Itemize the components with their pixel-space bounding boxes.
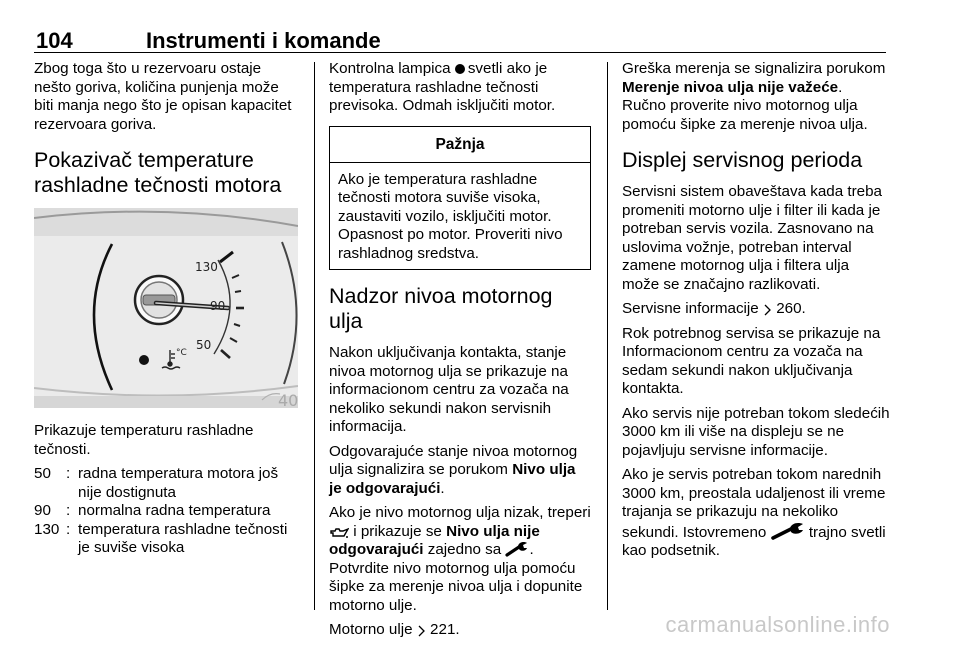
legend-row: 50 : radna temperatura motora još nije dostignuta bbox=[34, 465, 279, 501]
oil-paragraph-3: Ako je nivo motornog ulja nizak, treperi i prikazuje se Nivo ulja nije odgovarajući zajedno sa . Potvrdite nivo motornog ulja pomoću šipke za merenje nivoa ulja i dopunite motorno ulje. bbox=[329, 504, 591, 614]
caution-box bbox=[329, 126, 591, 271]
gauge-unit: °C bbox=[176, 348, 187, 358]
wrench-icon bbox=[771, 522, 805, 540]
gauge-label-130: 130 bbox=[195, 260, 218, 274]
column-divider bbox=[607, 62, 608, 610]
page-header bbox=[34, 26, 886, 53]
page-number: 104 bbox=[36, 28, 73, 53]
service-paragraph-2: Rok potrebnog servisa se prikazuje na Informacionom centru za vozača na sedam sekundi nakon uključivanja kontakta. bbox=[622, 324, 881, 397]
chapter-title: Instrumenti i komande bbox=[146, 28, 381, 53]
column-divider bbox=[314, 62, 315, 610]
section-heading-oil-level: Nadzor nivoa motornog ulja bbox=[329, 284, 553, 333]
column-middle bbox=[329, 60, 591, 646]
figure-caption: Prikazuje temperaturu rashladne tečnosti. bbox=[34, 422, 254, 458]
gauge-edge-number: 40 bbox=[278, 391, 298, 408]
caution-title: Pažnja bbox=[330, 127, 590, 163]
watermark: carmanualsonline.info bbox=[665, 612, 890, 637]
oil-can-icon bbox=[329, 527, 349, 539]
temperature-legend bbox=[34, 465, 298, 558]
service-reference: Servisne informacije 260. bbox=[622, 300, 806, 317]
error-paragraph: Greška merenja se signalizira porukom Merenje nivoa ulja nije važeće. Ručno proverite nivo motornog ulja pomoću šipke za merenje nivoa ulja. bbox=[622, 60, 886, 133]
section-heading-coolant: Pokazivač temperature rashladne tečnosti motora bbox=[34, 148, 282, 197]
gauge-label-50: 50 bbox=[196, 338, 212, 352]
service-paragraph-1: Servisni sistem obaveštava kada treba promeniti motorno ulje i filter ili kada je potreban servis vozila. Zasnovano na uslovima vožnje, potreban interval zamene motornog ulja i filtera ulja može se značajno razlikovati. bbox=[622, 183, 883, 293]
service-paragraph-4: Ako je servis potreban tokom narednih 3000 km, preostala udaljenost ili vreme trajanja se prikazuju na nekoliko sekundi. Istovremeno trajno svetli kao podsetnik. bbox=[622, 466, 886, 559]
oil-paragraph-1: Nakon uključivanja kontakta, stanje nivoa motornog ulja se prikazuje na informacionom centru za vozača na nekoliko sekundi nakon servisnih informacija. bbox=[329, 344, 569, 435]
caution-body: Ako je temperatura rashladne tečnosti motora suviše visoka, zaustaviti vozilo, isključiti motor. Opasnost po motor. Proveriti nivo rashladnog sredstva. bbox=[338, 170, 563, 262]
legend-row: 90 : normalna radna temperatura bbox=[34, 502, 271, 519]
service-paragraph-3: Ako servis nije potreban tokom sledećih 3000 km ili više na displeju se ne pojavljuju servisne informacije. bbox=[622, 404, 890, 459]
oil-paragraph-2: Odgovarajuće stanje nivoa motornog ulja signalizira se porukom Nivo ulja je odgovarajući. bbox=[329, 442, 578, 497]
column-right bbox=[622, 60, 890, 567]
oil-reference: Motorno ulje 221. bbox=[329, 621, 460, 638]
wrench-icon bbox=[505, 541, 529, 557]
coolant-warning-lamp bbox=[139, 355, 149, 365]
page-reference-icon bbox=[763, 304, 772, 316]
column-left bbox=[34, 60, 298, 558]
page-reference-icon bbox=[417, 625, 426, 637]
section-heading-service: Displej servisnog perioda bbox=[622, 148, 863, 172]
gauge-label-90: 90 bbox=[210, 299, 226, 313]
legend-row: 130 : temperatura rashladne tečnosti je suviše visoka bbox=[34, 520, 288, 556]
warning-lamp-icon bbox=[455, 64, 465, 74]
coolant-gauge-figure bbox=[34, 208, 298, 408]
lamp-paragraph: Kontrolna lampica svetli ako je temperatura rashladne tečnosti previsoka. Odmah isključiti motor. bbox=[329, 60, 556, 114]
intro-paragraph: Zbog toga što u rezervoaru ostaje nešto goriva, količina punjenja može biti manja nego što je opisan kapacitet rezervoara goriva. bbox=[34, 60, 292, 133]
